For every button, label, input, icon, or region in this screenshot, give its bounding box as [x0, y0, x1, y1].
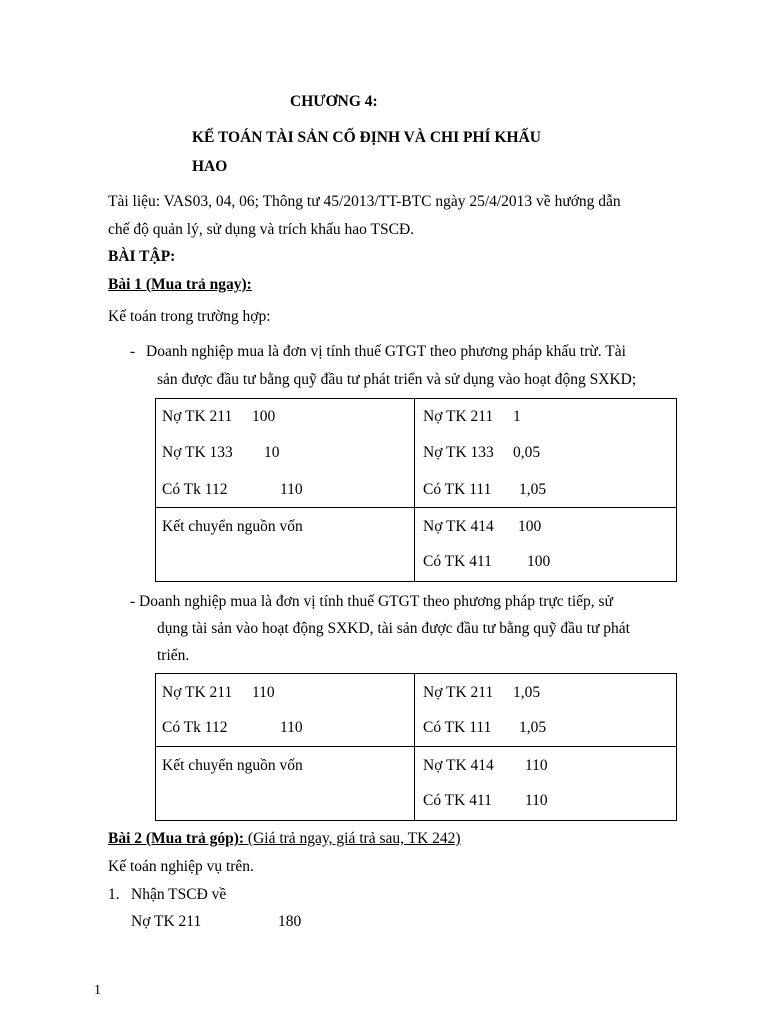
entry-amount: 110 [252, 684, 275, 701]
exercises-heading: BÀI TẬP: [108, 248, 176, 265]
entry-account: Nợ TK 211 [423, 684, 494, 701]
reference-line-2: chế độ quản lý, sử dụng và trích khấu hao TSCĐ. [108, 221, 415, 238]
entry-amount: 1,05 [513, 684, 541, 701]
case-2-entries-table [155, 673, 677, 821]
entry-amount: 0,05 [513, 444, 541, 461]
exercise-2-heading-line [108, 830, 461, 848]
case-1-dash: - [130, 343, 136, 360]
entry-account: Có Tk 112 [162, 719, 228, 736]
entry-account: Có TK 411 [423, 792, 492, 809]
entry-account: Nợ TK 414 [423, 518, 494, 535]
entry-amount: 10 [264, 444, 280, 461]
transfer-label: Kết chuyển nguồn vốn [162, 518, 303, 535]
entry-account: Nợ TK 414 [423, 757, 494, 774]
entry-amount: 100 [527, 553, 551, 570]
entry-account: Nợ TK 211 [162, 684, 233, 701]
chapter-title-line-1: KẾ TOÁN TÀI SẢN CỐ ĐỊNH VÀ CHI PHÍ KHẤU [192, 129, 541, 146]
entry-account: Có TK 411 [423, 553, 492, 570]
reference-line-1: Tài liệu: VAS03, 04, 06; Thông tư 45/2013/TT-BTC ngày 25/4/2013 về hướng dẫn [108, 193, 621, 210]
entry-amount: 100 [252, 408, 276, 425]
chapter-title-line-2: HAO [192, 158, 228, 175]
exercise-2-note: (Giá trả ngay, giá trả sau, TK 242) [244, 830, 461, 847]
table-cell [156, 399, 415, 508]
list-item-number: 1. [108, 886, 120, 903]
case-1-line-1: Doanh nghiệp mua là đơn vị tính thuế GTGT theo phương pháp khấu trừ. Tài [146, 343, 626, 360]
entry-account: Có Tk 112 [162, 481, 228, 498]
entry-amount: 110 [280, 481, 303, 498]
table-cell [156, 747, 415, 821]
entry-amount: 180 [278, 913, 302, 930]
entry-account: Nợ TK 211 [423, 408, 494, 425]
table-cell [415, 399, 677, 508]
table-cell [415, 674, 677, 747]
entry-amount: 110 [280, 719, 303, 736]
entry-account: Nợ TK 133 [162, 444, 233, 461]
chapter-heading: CHƯƠNG 4: [290, 93, 378, 110]
entry-amount: 1 [513, 408, 521, 425]
entry-account: Nợ TK 211 [162, 408, 233, 425]
page-number: 1 [94, 983, 101, 998]
table-cell [415, 747, 677, 821]
table-cell [156, 508, 415, 582]
table-cell [415, 508, 677, 582]
entry-amount: 110 [525, 757, 548, 774]
entry-account: Nợ TK 211 [131, 913, 202, 930]
entry-amount: 1,05 [519, 481, 547, 498]
exercise-1-heading: Bài 1 (Mua trả ngay): [108, 276, 252, 293]
exercise-2-intro: Kế toán nghiệp vụ trên. [108, 858, 254, 875]
entry-amount: 110 [525, 792, 548, 809]
table-cell [156, 674, 415, 747]
exercise-2-heading: Bài 2 (Mua trả góp): [108, 830, 245, 847]
case-2-line-2: dụng tài sản vào hoạt động SXKD, tài sản được đầu tư bằng quỹ đầu tư phát [157, 620, 630, 637]
case-2-line-3: triển. [157, 647, 190, 664]
entry-account: Có TK 111 [423, 481, 492, 498]
entry-amount: 100 [518, 518, 542, 535]
list-item-text: Nhận TSCĐ về [131, 886, 227, 903]
case-1-line-2: sản được đầu tư bằng quỹ đầu tư phát triển và sử dụng vào hoạt động SXKD; [157, 371, 637, 388]
exercise-1-intro: Kế toán trong trường hợp: [108, 308, 271, 325]
entry-account: Nợ TK 133 [423, 444, 494, 461]
entry-account: Có TK 111 [423, 719, 492, 736]
entry-amount: 1,05 [519, 719, 547, 736]
transfer-label: Kết chuyển nguồn vốn [162, 757, 303, 774]
case-2-line-1: - Doanh nghiệp mua là đơn vị tính thuế GTGT theo phương pháp trực tiếp, sử [130, 593, 613, 610]
case-1-entries-table [155, 398, 677, 582]
